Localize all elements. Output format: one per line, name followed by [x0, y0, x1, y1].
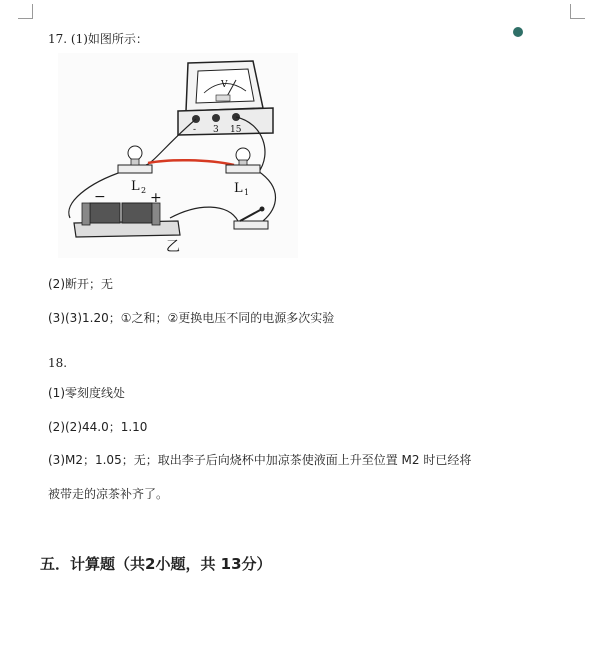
q18-part1: (1)零刻度线处	[48, 386, 125, 400]
lamp-l2-subscript: 2	[141, 186, 147, 195]
q18-part3-line2: 被带走的凉茶补齐了。	[48, 487, 169, 501]
lamp-l1-subscript: 1	[244, 188, 250, 197]
q18-part2: (2)(2)44.0；1.10	[48, 420, 148, 434]
q18-number: 18.	[48, 356, 68, 370]
terminal-minus-label: -	[193, 125, 197, 135]
q18-part3-line1: (3)M2；1.05；无；取出李子后向烧杯中加凉茶使液面上升至位置 M2 时已经将	[48, 453, 472, 467]
battery-plus-label: +	[150, 190, 162, 206]
meter-symbol: V	[221, 80, 228, 90]
lamp-l2-label: L	[131, 179, 140, 194]
q17-part3: (3)(3)1.20；①之和；②更换电压不同的电源多次实验	[48, 311, 335, 325]
battery-minus-label: −	[94, 189, 106, 205]
comment-marker-dot[interactable]	[513, 27, 523, 37]
section-heading: 五．计算题（共2小题，共 13分）	[40, 555, 272, 573]
lamp-l1-label: L	[234, 181, 243, 196]
q17-part2: (2)断开；无	[48, 277, 113, 291]
terminal-15-label: 15	[230, 125, 242, 135]
circuit-diagram-figure	[58, 53, 298, 258]
page-corner-mark-right	[570, 4, 585, 19]
q17-label: 17. (1)如图所示：	[48, 32, 148, 46]
page-corner-mark-left	[18, 4, 33, 19]
terminal-3-label: 3	[213, 125, 219, 135]
figure-caption: 乙	[166, 239, 180, 255]
